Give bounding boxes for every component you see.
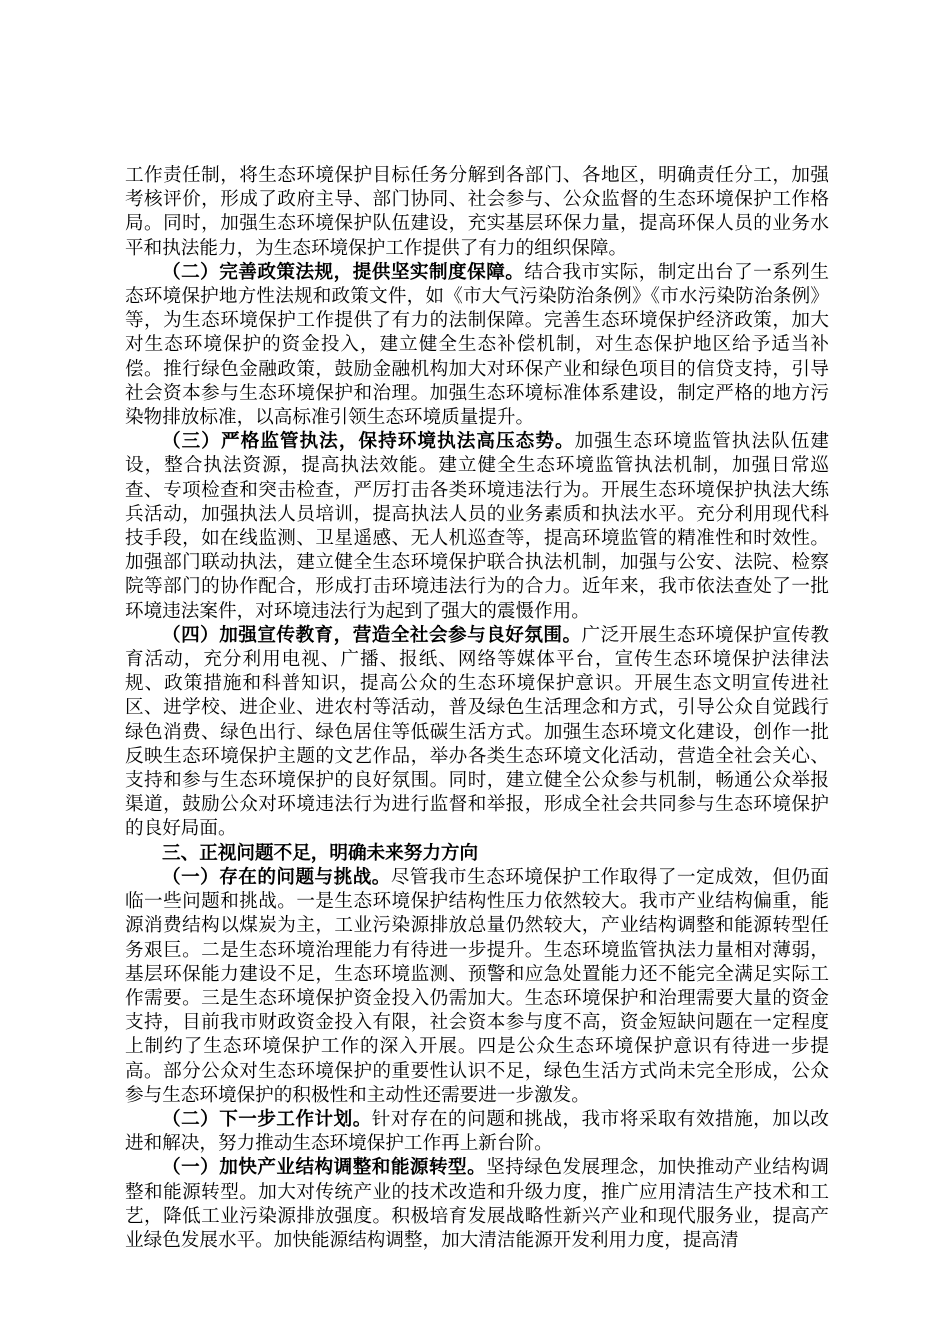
paragraph-publicity	[125, 624, 829, 842]
paragraph-text: 尽管我市生态环境保护工作取得了一定成效，但仍面临一些问题和挑战。一是生态环境保护结构性压力依然较大。我市产业结构偏重，能源消费结构以煤炭为主，工业污染源排放总量仍然较大，产业结构调整和能源转型任务艰巨。二是生态环境治理能力有待进一步提升。生态环境监管执法力量相对薄弱，基层环保能力建设不足，生态环境监测、预警和应急处置能力还不能完全满足实际工作需要。三是生态环境保护资金投入仍需加大。生态环境保护和治理需要大量的资金支持，目前我市财政资金投入有限，社会资本参与度不高，资金短缺问题在一定程度上制约了生态环境保护工作的深入开展。四是公众生态环境保护意识有待进一步提高。部分公众对生态环境保护的重要性认识不足，绿色生活方式尚未完全形成，公众参与生态环境保护的积极性和主动性还需要进一步激发。	[125, 866, 829, 1106]
paragraph-lead: （二）完善政策法规，提供坚实制度保障。	[162, 261, 525, 283]
paragraph-text: 工作责任制，将生态环境保护目标任务分解到各部门、各地区，明确责任分工，加强考核评价，形成了政府主导、部门协同、社会参与、公众监督的生态环境保护工作格局。同时，加强生态环境保护队伍建设，充实基层环保力量，提高环保人员的业务水平和执法能力，为生态环境保护工作提供了有力的组织保障。	[125, 165, 829, 259]
paragraph-text: 针对存在的问题和挑战，我市将采取有效措施，加以改进和解决，努力推动生态环境保护工作再上新台阶。	[125, 1108, 829, 1155]
paragraph-lead: （三）严格监管执法，保持环境执法高压态势。	[162, 431, 575, 453]
paragraph-lead: （一）存在的问题与挑战。	[162, 866, 391, 888]
paragraph-text: 加强生态环境监管执法队伍建设，整合执法资源，提高执法效能。建立健全生态环境监管执法机制，加强日常巡查、专项检查和突击检查，严厉打击各类环境违法行为。开展生态环境保护执法大练兵活动，加强执法人员培训，提高执法人员的业务素质和执法水平。充分利用现代科技手段，如在线监测、卫星遥感、无人机巡查等，提高环境监管的精准性和时效性。加强部门联动执法，建立健全生态环境保护联合执法机制，加强与公安、法院、检察院等部门的协作配合，形成打击环境违法行为的合力。近年来，我市依法查处了一批环境违法案件，对环境违法行为起到了强大的震慑作用。	[125, 431, 829, 622]
paragraph-problems	[125, 866, 829, 1108]
paragraph-next-plan	[125, 1108, 829, 1156]
paragraph-industry-transition	[125, 1156, 829, 1253]
paragraph-policy-regulations	[125, 261, 829, 430]
paragraph-text: 广泛开展生态环境保护宣传教育活动，充分利用电视、广播、报纸、网络等媒体平台，宣传生态环境保护法律法规、政策措施和科普知识，提高公众的生态环境保护意识。开展生态文明宣传进社区、进学校、进企业、进农村等活动，普及绿色生活理念和方式，引导公众自觉践行绿色消费、绿色出行、绿色居住等低碳生活方式。加强生态环境文化建设，创作一批反映生态环境保护主题的文艺作品，举办各类生态环境文化活动，营造全社会关心、支持和参与生态环境保护的良好氛围。同时，建立健全公众参与机制，畅通公众举报渠道，鼓励公众对环境违法行为进行监督和举报，形成全社会共同参与生态环境保护的良好局面。	[125, 624, 829, 840]
paragraph-lead: （四）加强宣传教育，营造全社会参与良好氛围。	[162, 624, 582, 646]
paragraph-text: 结合我市实际，制定出台了一系列生态环境保护地方性法规和政策文件，如《市大气污染防治条例》《市水污染防治条例》等，为生态环境保护工作提供了有力的法制保障。完善生态环境保护经济政策，加大对生态环境保护的资金投入，建立健全生态补偿机制，对生态保护地区给予适当补偿。推行绿色金融政策，鼓励金融机构加大对环保产业和绿色项目的信贷支持，引导社会资本参与生态环境保护和治理。加强生态环境标准体系建设，制定严格的地方污染物排放标准，以高标准引领生态环境质量提升。	[125, 261, 829, 429]
paragraph-text: 坚持绿色发展理念，加快推动产业结构调整和能源转型。加大对传统产业的技术改造和升级力度，推广应用清洁生产技术和工艺，降低工业污染源排放强度。积极培育发展战略性新兴产业和现代服务业，提高产业绿色发展水平。加快能源结构调整，加大清洁能源开发利用力度，提高清	[125, 1157, 829, 1251]
paragraph-org-guarantee	[125, 164, 829, 261]
paragraph-lead: （二）下一步工作计划。	[162, 1108, 372, 1130]
document-page	[125, 164, 829, 1253]
paragraph-enforcement	[125, 430, 829, 624]
section-heading: 三、正视问题不足，明确未来努力方向	[162, 842, 479, 864]
paragraph-lead: （一）加快产业结构调整和能源转型。	[162, 1157, 487, 1179]
